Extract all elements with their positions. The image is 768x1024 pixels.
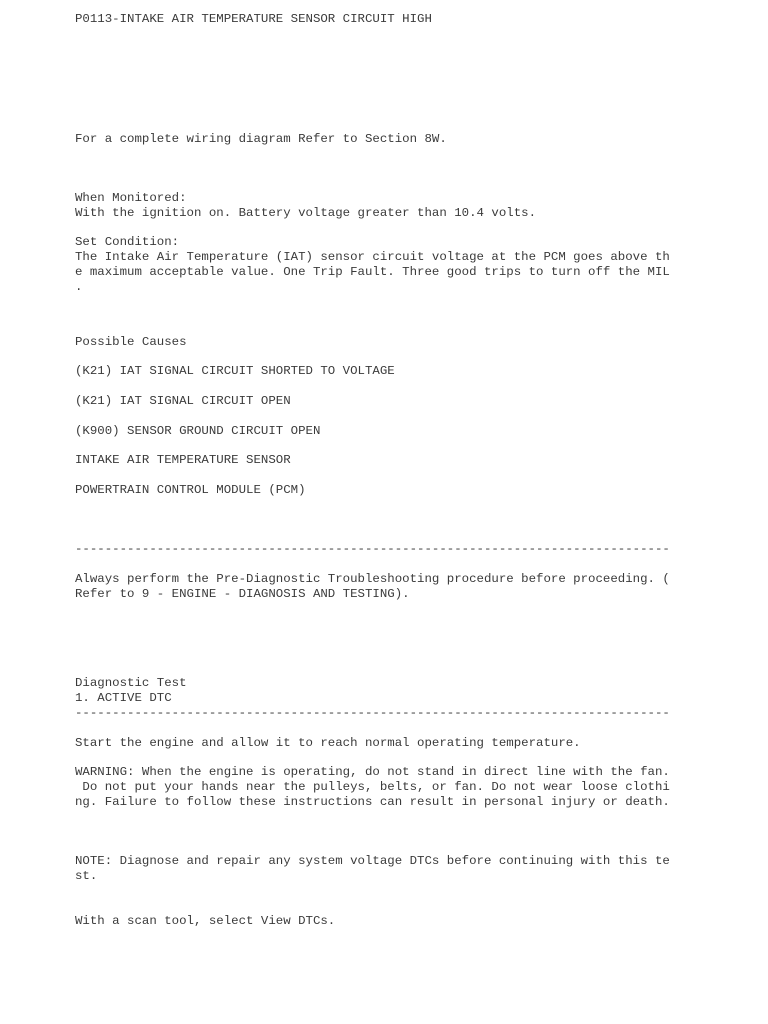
wiring-diagram-note: For a complete wiring diagram Refer to Section 8W. (75, 132, 447, 146)
warning-line: Do not put your hands near the pulleys, belts, or fan. Do not wear loose clothi (75, 780, 670, 794)
possible-cause-item: (K21) IAT SIGNAL CIRCUIT OPEN (75, 394, 291, 408)
when-monitored-section (75, 191, 715, 221)
diagnostic-test-section (75, 676, 715, 721)
possible-causes-heading: Possible Causes (75, 335, 187, 349)
set-condition-line: e maximum acceptable value. One Trip Fault. Three good trips to turn off the MIL (75, 265, 670, 279)
pre-diagnostic-line: Always perform the Pre-Diagnostic Troubleshooting procedure before proceeding. ( (75, 572, 670, 586)
note-line: NOTE: Diagnose and repair any system voltage DTCs before continuing with this te (75, 854, 670, 868)
possible-causes-section (75, 335, 715, 498)
warning-block (75, 765, 715, 810)
diagnostic-step-title: 1. ACTIVE DTC (75, 691, 172, 705)
diagnostic-test-heading: Diagnostic Test (75, 676, 187, 690)
pre-diagnostic-note (75, 572, 715, 602)
possible-cause-item: INTAKE AIR TEMPERATURE SENSOR (75, 453, 291, 467)
note-line: st. (75, 869, 98, 883)
section-divider: -------------------------------------------------------------------------------- (75, 542, 670, 556)
set-condition-line: . (75, 280, 83, 294)
when-monitored-heading: When Monitored: (75, 191, 187, 205)
page-title: P0113-INTAKE AIR TEMPERATURE SENSOR CIRCUIT HIGH (75, 12, 432, 26)
pre-diagnostic-line: Refer to 9 - ENGINE - DIAGNOSIS AND TESTING). (75, 587, 410, 601)
service-manual-page (75, 12, 715, 929)
set-condition-heading: Set Condition: (75, 235, 180, 249)
start-engine-instruction: Start the engine and allow it to reach normal operating temperature. (75, 736, 581, 750)
scan-tool-instruction: With a scan tool, select View DTCs. (75, 914, 336, 928)
warning-line: WARNING: When the engine is operating, do not stand in direct line with the fan. (75, 765, 670, 779)
possible-cause-item: POWERTRAIN CONTROL MODULE (PCM) (75, 483, 306, 497)
warning-line: ng. Failure to follow these instructions can result in personal injury or death. (75, 795, 670, 809)
possible-cause-item: (K21) IAT SIGNAL CIRCUIT SHORTED TO VOLTAGE (75, 364, 395, 378)
when-monitored-text: With the ignition on. Battery voltage greater than 10.4 volts. (75, 206, 537, 220)
set-condition-section (75, 235, 715, 295)
possible-cause-item: (K900) SENSOR GROUND CIRCUIT OPEN (75, 424, 321, 438)
set-condition-line: The Intake Air Temperature (IAT) sensor circuit voltage at the PCM goes above th (75, 250, 670, 264)
note-block (75, 854, 715, 884)
step-divider: -------------------------------------------------------------------------------- (75, 706, 670, 720)
